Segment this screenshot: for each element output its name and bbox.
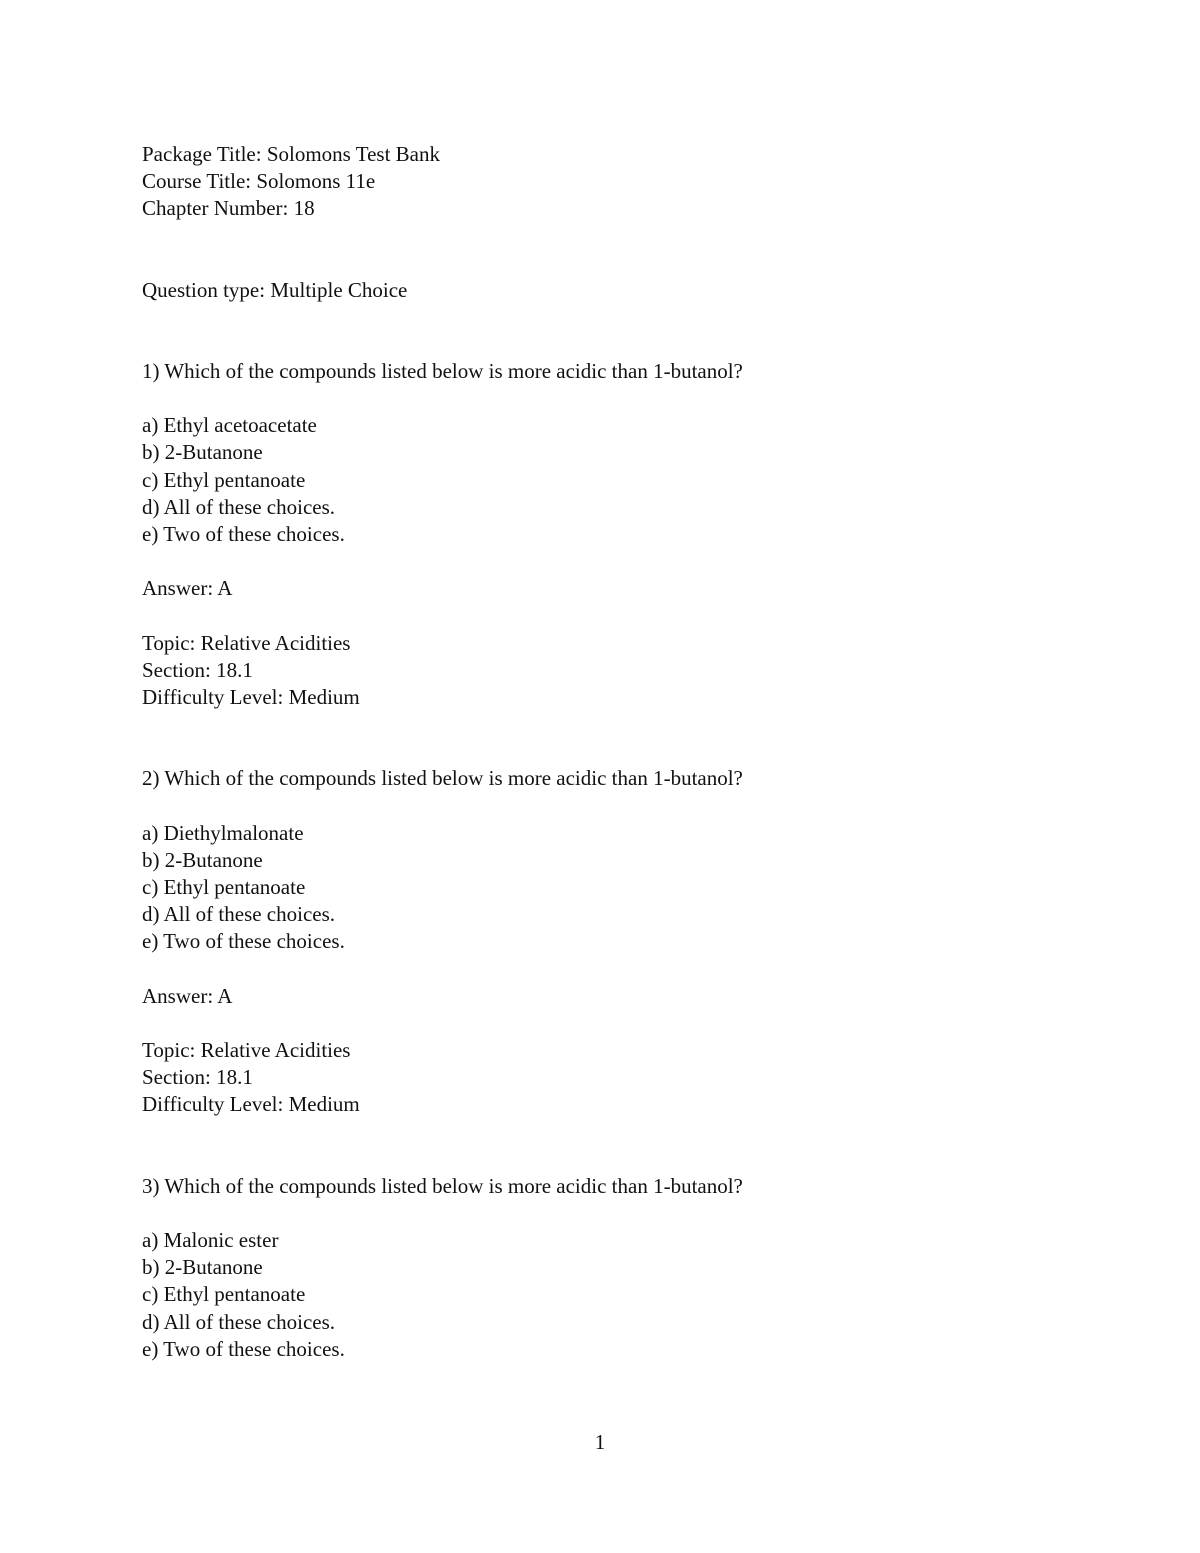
choice-item: a) Malonic ester bbox=[142, 1228, 279, 1252]
choice-item: e) Two of these choices. bbox=[142, 521, 345, 546]
choice-list bbox=[142, 1227, 1042, 1363]
choice-list bbox=[142, 820, 1042, 956]
question-block bbox=[142, 1173, 1042, 1363]
question-prompt: 2) Which of the compounds listed below is more acidic than 1-butanol? bbox=[142, 766, 743, 791]
course-title: Course Title: Solomons 11e bbox=[142, 169, 376, 194]
choice-item: d) All of these choices. bbox=[142, 902, 336, 927]
chapter-number: Chapter Number: 18 bbox=[142, 196, 315, 221]
choice-item: a) Ethyl acetoacetate bbox=[142, 413, 317, 438]
choice-item: d) All of these choices. bbox=[142, 494, 336, 519]
answer-line: Answer: A bbox=[142, 983, 233, 1008]
choice-item: c) Ethyl pentanoate bbox=[142, 1282, 306, 1307]
choice-item: b) 2-Butanone bbox=[142, 440, 263, 465]
choice-item: c) Ethyl pentanoate bbox=[142, 467, 306, 492]
question-type: Question type: Multiple Choice bbox=[142, 277, 408, 302]
difficulty-line: Difficulty Level: Medium bbox=[142, 1092, 360, 1117]
document-body bbox=[142, 141, 1042, 1363]
choice-item: c) Ethyl pentanoate bbox=[142, 874, 306, 899]
choice-item: b) 2-Butanone bbox=[142, 847, 263, 872]
topic-line: Topic: Relative Acidities bbox=[142, 630, 351, 655]
section-line: Section: 18.1 bbox=[142, 1065, 253, 1090]
question-prompt: 3) Which of the compounds listed below is more acidic than 1-butanol? bbox=[142, 1173, 743, 1198]
difficulty-line: Difficulty Level: Medium bbox=[142, 685, 360, 709]
choice-item: e) Two of these choices. bbox=[142, 1336, 345, 1361]
page-number: 1 bbox=[594, 1430, 606, 1454]
question-prompt: 1) Which of the compounds listed below is more acidic than 1-butanol? bbox=[142, 358, 743, 383]
choice-list bbox=[142, 412, 1042, 548]
choice-item: d) All of these choices. bbox=[142, 1309, 336, 1334]
section-line: Section: 18.1 bbox=[142, 657, 253, 682]
choice-item: b) 2-Butanone bbox=[142, 1255, 263, 1280]
question-block bbox=[142, 765, 1042, 1118]
topic-line: Topic: Relative Acidities bbox=[142, 1038, 351, 1063]
choice-item: a) Diethylmalonate bbox=[142, 820, 304, 845]
question-block bbox=[142, 358, 1042, 711]
choice-item: e) Two of these choices. bbox=[142, 929, 345, 954]
package-title: Package Title: Solomons Test Bank bbox=[142, 142, 440, 166]
document-header bbox=[142, 141, 1042, 223]
answer-line: Answer: A bbox=[142, 576, 233, 601]
